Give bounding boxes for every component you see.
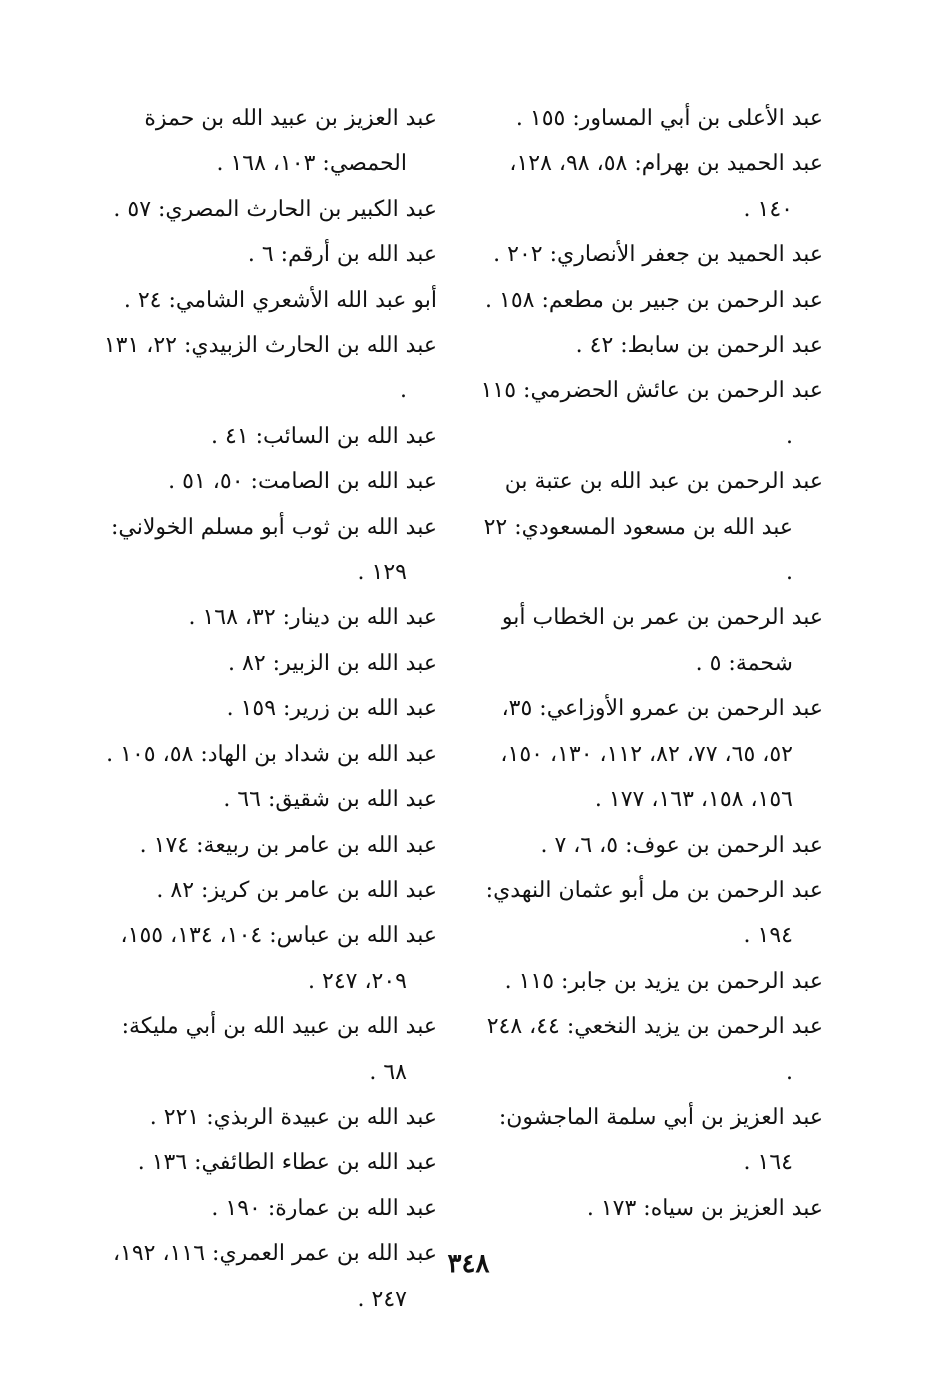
index-entry: عبد الرحمن بن يزيد بن جابر: ١١٥ .	[504, 968, 823, 994]
index-entry: عبد الرحمن بن مل أبو عثمان النهدي: ١٩٤ .	[485, 877, 823, 949]
index-entry: عبد الله بن عامر بن ربيعة: ١٧٤ .	[139, 832, 437, 858]
page-number: ٣٤٨	[447, 1249, 490, 1279]
index-entry: عبد الله بن عبيدة الربذي: ٢٢١ .	[149, 1104, 437, 1130]
index-entry: عبد الله بن شداد بن الهاد: ٥٨، ١٠٥ .	[106, 741, 437, 767]
index-entry: عبد الرحمن بن عمرو الأوزاعي: ٣٥، ٥٢، ٦٥، ٧٧، ٨٢، ١١٢، ١٣٠، ١٥٠، ١٥٦، ١٥٨، ١٦٣، ١٧٧ .	[500, 696, 823, 813]
index-entry: عبد الرحمن بن يزيد النخعي: ٤٤، ٢٤٨ .	[486, 1014, 823, 1085]
index-entry: عبد الله بن عامر بن كريز: ٨٢ .	[156, 877, 437, 903]
index-entry: عبد الله بن السائب: ٤١ .	[211, 423, 437, 449]
index-entry: أبو عبد الله الأشعري الشامي: ٢٤ .	[123, 287, 437, 313]
index-entry: عبد الأعلى بن أبي المساور: ١٥٥ .	[515, 106, 823, 131]
index-entry: عبد الله بن عمارة: ١٩٠ .	[211, 1195, 437, 1221]
index-entry: عبد الحميد بن جعفر الأنصاري: ٢٠٢ .	[493, 242, 823, 268]
index-entry: عبد الله بن الحارث الزبيدي: ٢٢، ١٣١ .	[103, 333, 437, 404]
index-entry: عبد الله بن عبيد الله بن أبي مليكة: ٦٨ .	[121, 1014, 437, 1085]
index-entry: عبد الله بن شقيق: ٦٦ .	[223, 787, 437, 813]
index-entry: عبد الرحمن بن عمر بن الخطاب أبو شحمة: ٥ .	[501, 605, 823, 676]
index-entry: عبد الرحمن بن سابط: ٤٢ .	[575, 333, 823, 359]
index-entry: عبد الكبير بن الحارث المصري: ٥٧ .	[113, 196, 437, 222]
index-entry: عبد العزيز بن سياه: ١٧٣ .	[586, 1195, 823, 1221]
index-entry: عبد الرحمن بن عبد الله بن عتبة بن عبد الله بن مسعود المسعودي: ٢٢ .	[483, 469, 823, 586]
index-entry: عبد الله بن عباس: ١٠٤، ١٣٤، ١٥٥، ٢٠٩، ٢٤٧ .	[120, 923, 437, 994]
index-entry: عبد الله بن أرقم: ٦ .	[247, 242, 437, 268]
index-entry: عبد الرحمن بن جبير بن مطعم: ١٥٨ .	[485, 287, 823, 313]
index-entry: عبد العزيز بن عبيد الله بن حمزة الحمصي: ١٠٣، ١٦٨ .	[144, 106, 437, 177]
index-entry: عبد الله بن دينار: ٣٢، ١٦٨ .	[188, 605, 437, 631]
index-entry: عبد الله بن عمر العمري: ١١٦، ١٩٢، ٢٤٧ .	[112, 1241, 437, 1312]
index-entry: عبد الله بن ثوب أبو مسلم الخولاني: ١٢٩ .	[111, 514, 437, 586]
index-entry: عبد الله بن الزبير: ٨٢ .	[228, 650, 437, 676]
index-entry: عبد الحميد بن بهرام: ٥٨، ٩٨، ١٢٨، ١٤٠ .	[509, 151, 823, 222]
index-entry: عبد الرحمن بن عوف: ٥، ٦، ٧ .	[540, 832, 823, 858]
index-entry: عبد الرحمن بن عائش الحضرمي: ١١٥ .	[480, 378, 823, 449]
index-entry: عبد الله بن عطاء الطائفي: ١٣٦ .	[137, 1150, 437, 1176]
index-column-left	[92, 96, 437, 1322]
index-entry: عبد الله بن زرير: ١٥٩ .	[226, 696, 437, 722]
index-entry: عبد الله بن الصامت: ٥٠، ٥١ .	[168, 469, 437, 495]
index-entry: عبد العزيز بن أبي سلمة الماجشون: ١٦٤ .	[498, 1104, 823, 1176]
index-column-right	[478, 96, 823, 1231]
